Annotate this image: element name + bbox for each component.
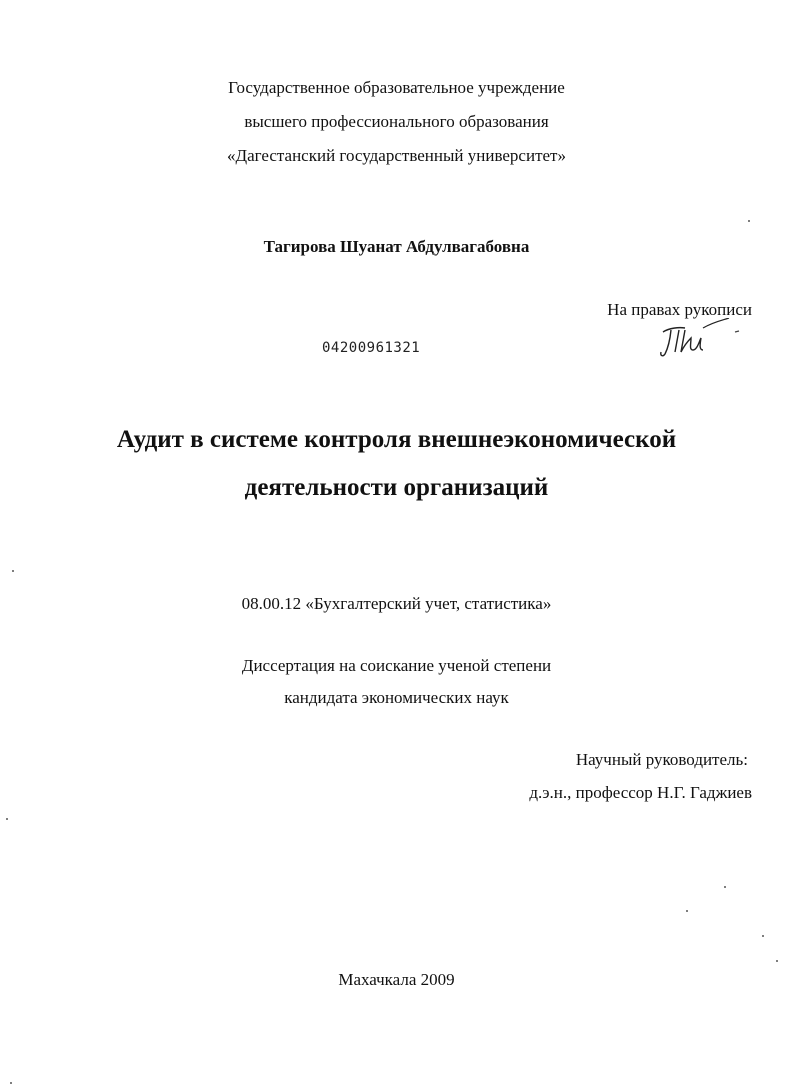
scan-speck	[686, 910, 688, 912]
specialty-code: 08.00.12 «Бухгалтерский учет, статистика»	[241, 594, 552, 613]
catalog-number: 04200961321	[322, 340, 421, 356]
scan-speck	[10, 1082, 12, 1084]
dissertation-title-line-1: Аудит в системе контроля внешнеэкономической	[116, 426, 677, 453]
supervisor-name: д.э.н., профессор Н.Г. Гаджиев	[529, 783, 752, 802]
institution-line-3: «Дагестанский государственный университет»	[227, 146, 566, 165]
author-name: Тагирова Шуанат Абдулвагабовна	[263, 237, 530, 256]
place-and-year: Махачкала 2009	[338, 970, 455, 989]
supervisor-label: Научный руководитель:	[575, 750, 748, 769]
dissertation-line-1: Диссертация на соискание ученой степени	[241, 656, 552, 675]
scan-speck	[6, 818, 8, 820]
scan-speck	[12, 570, 14, 572]
handwritten-signature	[655, 318, 745, 362]
dissertation-line-2: кандидата экономических наук	[284, 688, 509, 707]
institution-line-2: высшего профессионального образования	[244, 112, 549, 131]
scan-speck	[748, 220, 750, 222]
dissertation-title-line-2: деятельности организаций	[244, 474, 549, 501]
scan-speck	[776, 960, 778, 962]
manuscript-note: На правах рукописи	[607, 300, 752, 319]
scan-speck	[724, 886, 726, 888]
scan-speck	[762, 935, 764, 937]
institution-line-1: Государственное образовательное учреждение	[228, 78, 565, 97]
